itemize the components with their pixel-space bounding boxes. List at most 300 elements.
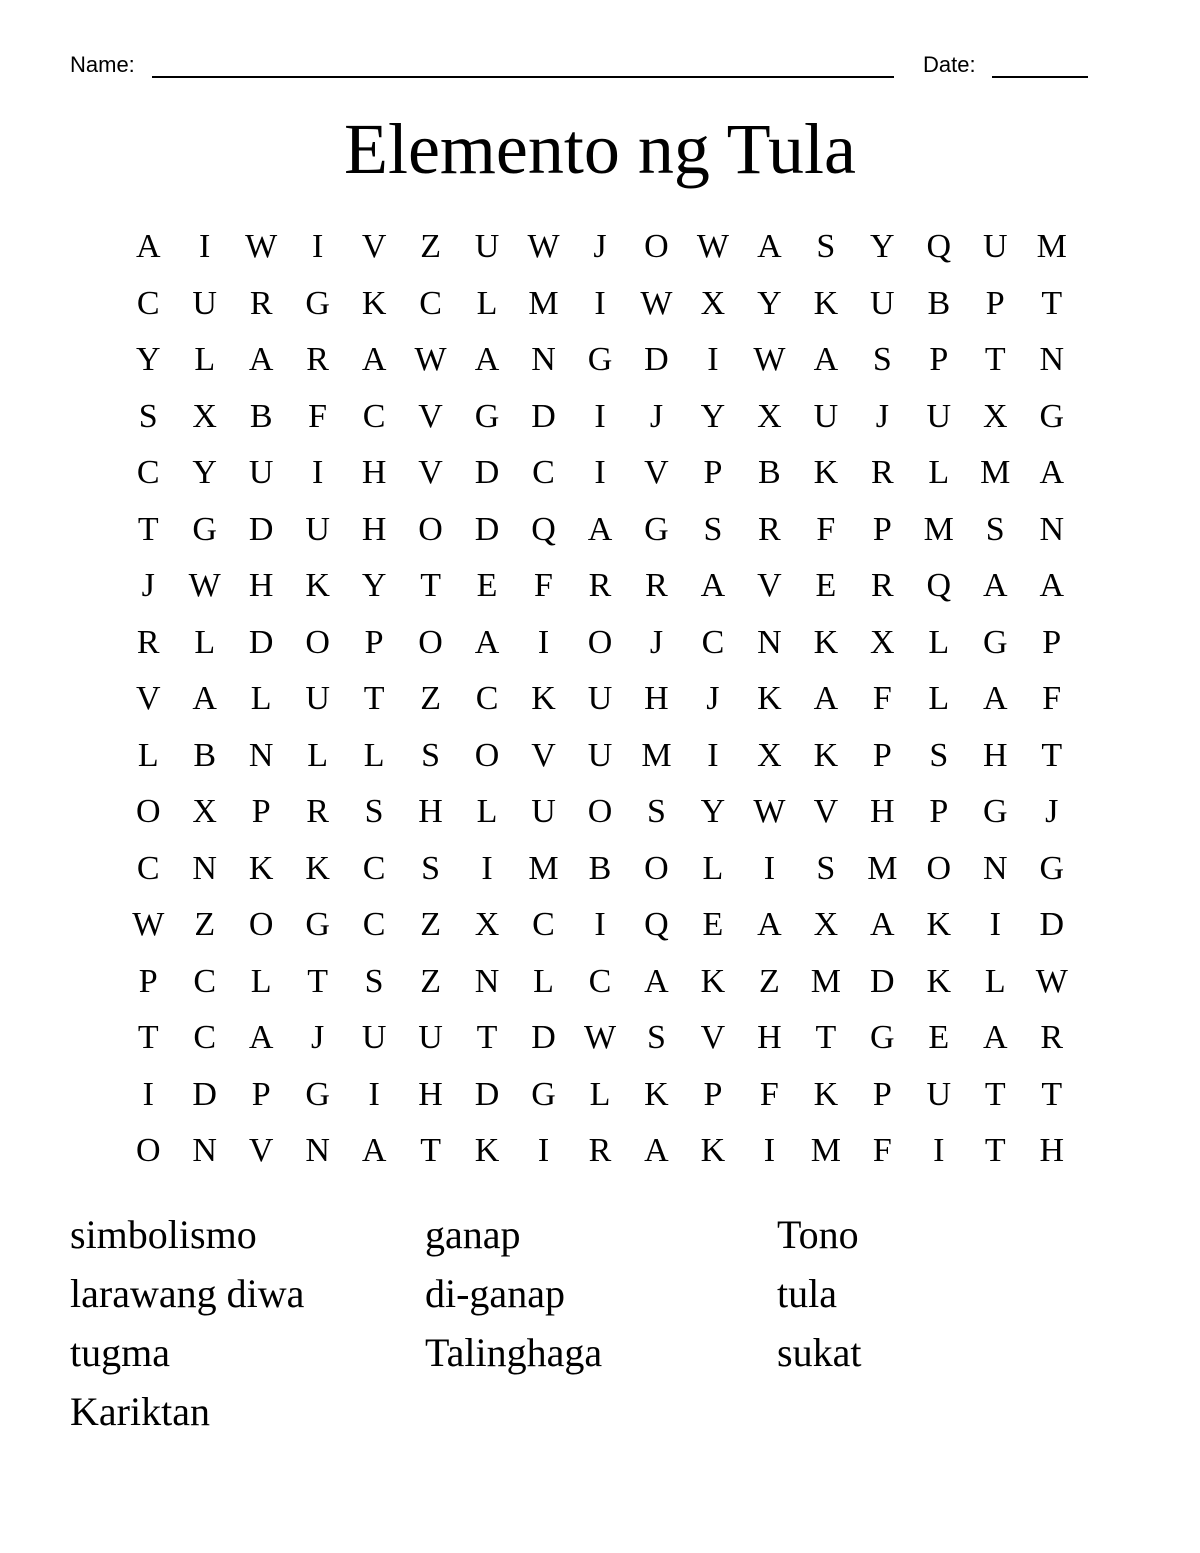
- grid-cell[interactable]: G: [644, 510, 669, 548]
- grid-cell[interactable]: A: [192, 680, 217, 718]
- grid-cell[interactable]: S: [364, 962, 384, 1000]
- grid-cell[interactable]: Y: [192, 454, 217, 492]
- grid-cell[interactable]: K: [531, 680, 556, 718]
- grid-cell[interactable]: G: [1039, 397, 1065, 435]
- grid-cell[interactable]: U: [870, 284, 895, 322]
- grid-cell[interactable]: B: [927, 284, 951, 322]
- grid-cell[interactable]: D: [870, 962, 895, 1000]
- grid-cell[interactable]: Y: [700, 793, 726, 831]
- grid-cell[interactable]: O: [248, 906, 274, 944]
- grid-cell[interactable]: N: [1039, 341, 1065, 379]
- grid-cell[interactable]: I: [763, 1132, 776, 1170]
- grid-cell[interactable]: A: [135, 228, 161, 266]
- grid-cell[interactable]: F: [308, 397, 328, 435]
- grid-cell[interactable]: C: [532, 454, 555, 492]
- grid-cell[interactable]: J: [706, 680, 720, 718]
- grid-cell[interactable]: I: [142, 1075, 154, 1113]
- grid-cell[interactable]: D: [248, 510, 274, 548]
- grid-cell[interactable]: U: [926, 1075, 952, 1113]
- grid-cell[interactable]: T: [984, 341, 1006, 379]
- grid-cell[interactable]: T: [420, 567, 441, 605]
- grid-cell[interactable]: L: [984, 962, 1006, 1000]
- grid-cell[interactable]: M: [923, 510, 954, 548]
- grid-cell[interactable]: Z: [420, 962, 441, 1000]
- word-list: [70, 1205, 1130, 1441]
- grid-cell[interactable]: N: [531, 341, 556, 379]
- word-list-item: Kariktan: [70, 1389, 210, 1434]
- grid-cell[interactable]: X: [813, 906, 839, 944]
- grid-cell[interactable]: K: [757, 680, 782, 718]
- grid-cell[interactable]: F: [759, 1075, 779, 1113]
- word-list-item: larawang diwa: [70, 1271, 305, 1316]
- grid-cell[interactable]: J: [141, 567, 155, 605]
- grid-cell[interactable]: O: [926, 849, 952, 887]
- grid-cell[interactable]: P: [872, 1075, 892, 1113]
- grid-cell[interactable]: U: [982, 228, 1008, 266]
- grid-cell[interactable]: R: [306, 793, 329, 831]
- date-field-line[interactable]: [992, 76, 1088, 78]
- grid-cell[interactable]: G: [870, 1019, 895, 1057]
- grid-cell[interactable]: O: [135, 793, 161, 831]
- word-list-item: Tono: [777, 1212, 859, 1257]
- grid-cell[interactable]: K: [305, 849, 330, 887]
- grid-cell[interactable]: C: [193, 1019, 217, 1057]
- grid-cell[interactable]: G: [305, 284, 330, 322]
- grid-cell[interactable]: D: [644, 341, 669, 379]
- grid-cell[interactable]: H: [644, 680, 669, 718]
- grid-cell[interactable]: L: [928, 623, 950, 661]
- grid-cell[interactable]: Q: [926, 567, 952, 605]
- grid-cell[interactable]: A: [813, 680, 839, 718]
- grid-cell[interactable]: G: [1039, 849, 1065, 887]
- grid-cell[interactable]: K: [926, 962, 952, 1000]
- grid-cell[interactable]: A: [474, 341, 500, 379]
- grid-cell[interactable]: X: [982, 397, 1008, 435]
- grid-cell[interactable]: J: [875, 397, 889, 435]
- grid-cell[interactable]: Y: [361, 567, 387, 605]
- grid-cell[interactable]: V: [418, 454, 443, 492]
- grid-cell[interactable]: C: [136, 849, 160, 887]
- grid-cell[interactable]: H: [870, 793, 895, 831]
- grid-cell[interactable]: M: [641, 736, 672, 774]
- grid-cell[interactable]: U: [305, 510, 330, 548]
- grid-cell[interactable]: T: [137, 1019, 159, 1057]
- grid-cell[interactable]: Z: [420, 228, 441, 266]
- grid-cell[interactable]: P: [1042, 623, 1062, 661]
- grid-cell[interactable]: L: [250, 962, 272, 1000]
- grid-cell[interactable]: W: [640, 284, 673, 322]
- grid-cell[interactable]: O: [644, 849, 669, 887]
- grid-cell[interactable]: H: [361, 454, 387, 492]
- grid-cell[interactable]: U: [248, 454, 274, 492]
- grid-cell[interactable]: R: [870, 454, 894, 492]
- word-list-item: tula: [777, 1271, 837, 1316]
- grid-cell[interactable]: Y: [700, 397, 726, 435]
- grid-cell[interactable]: X: [192, 793, 217, 831]
- grid-cell[interactable]: D: [248, 623, 274, 661]
- grid-cell[interactable]: L: [476, 284, 498, 322]
- grid-cell[interactable]: H: [418, 1075, 443, 1113]
- grid-cell[interactable]: K: [700, 1132, 726, 1170]
- grid-cell[interactable]: O: [587, 623, 613, 661]
- grid-cell[interactable]: M: [810, 962, 841, 1000]
- grid-cell[interactable]: K: [248, 849, 274, 887]
- grid-cell[interactable]: H: [982, 736, 1008, 774]
- grid-cell[interactable]: R: [588, 567, 612, 605]
- grid-cell[interactable]: A: [982, 567, 1008, 605]
- grid-cell[interactable]: B: [758, 454, 781, 492]
- grid-cell[interactable]: L: [307, 736, 329, 774]
- grid-cell[interactable]: L: [363, 736, 385, 774]
- grid-cell[interactable]: F: [872, 680, 892, 718]
- grid-cell[interactable]: H: [361, 510, 387, 548]
- grid-cell[interactable]: S: [985, 510, 1005, 548]
- grid-cell[interactable]: P: [985, 284, 1005, 322]
- grid-cell[interactable]: L: [928, 454, 950, 492]
- grid-cell[interactable]: I: [481, 849, 493, 887]
- grid-cell[interactable]: U: [813, 397, 839, 435]
- grid-cell[interactable]: N: [474, 962, 500, 1000]
- grid-cell[interactable]: U: [361, 1019, 387, 1057]
- grid-cell[interactable]: C: [193, 962, 217, 1000]
- grid-cell[interactable]: B: [193, 736, 217, 774]
- grid-cell[interactable]: Z: [194, 906, 216, 944]
- grid-cell[interactable]: S: [646, 793, 666, 831]
- name-label: Name:: [70, 52, 135, 77]
- grid-cell[interactable]: O: [644, 228, 669, 266]
- grid-cell[interactable]: D: [474, 510, 500, 548]
- grid-cell[interactable]: E: [476, 567, 498, 605]
- grid-cell[interactable]: B: [588, 849, 612, 887]
- grid-cell[interactable]: V: [644, 454, 669, 492]
- grid-cell[interactable]: C: [419, 284, 442, 322]
- grid-cell[interactable]: X: [192, 397, 217, 435]
- grid-cell[interactable]: W: [414, 341, 447, 379]
- grid-cell[interactable]: W: [583, 1019, 617, 1057]
- grid-cell[interactable]: S: [929, 736, 949, 774]
- grid-cell[interactable]: A: [474, 623, 500, 661]
- grid-cell[interactable]: N: [192, 849, 217, 887]
- grid-cell[interactable]: T: [420, 1132, 441, 1170]
- grid-cell[interactable]: J: [593, 228, 607, 266]
- grid-cell[interactable]: S: [816, 849, 836, 887]
- grid-cell[interactable]: Z: [420, 680, 441, 718]
- grid-cell[interactable]: A: [644, 962, 669, 1000]
- grid-cell[interactable]: I: [594, 397, 606, 435]
- grid-cell[interactable]: X: [757, 397, 782, 435]
- grid-cell[interactable]: X: [870, 623, 895, 661]
- grid-cell[interactable]: F: [816, 510, 836, 548]
- grid-cell[interactable]: J: [311, 1019, 325, 1057]
- grid-cell[interactable]: S: [364, 793, 384, 831]
- grid-cell[interactable]: I: [763, 849, 776, 887]
- grid-cell[interactable]: C: [362, 849, 386, 887]
- grid-cell[interactable]: S: [138, 397, 158, 435]
- grid-cell[interactable]: D: [531, 1019, 556, 1057]
- grid-cell[interactable]: A: [1039, 567, 1065, 605]
- grid-cell[interactable]: Z: [420, 906, 441, 944]
- grid-cell[interactable]: K: [700, 962, 726, 1000]
- grid-cell[interactable]: Q: [926, 228, 952, 266]
- grid-cell[interactable]: N: [982, 849, 1008, 887]
- grid-cell[interactable]: R: [870, 567, 894, 605]
- grid-cell[interactable]: K: [813, 736, 839, 774]
- grid-cell[interactable]: A: [361, 1132, 387, 1170]
- grid-cell[interactable]: A: [813, 341, 839, 379]
- grid-cell[interactable]: F: [1042, 680, 1062, 718]
- grid-cell[interactable]: S: [646, 1019, 666, 1057]
- grid-cell[interactable]: M: [528, 849, 559, 887]
- grid-cell[interactable]: U: [587, 736, 613, 774]
- grid-cell[interactable]: R: [645, 567, 668, 605]
- grid-cell[interactable]: S: [421, 736, 441, 774]
- grid-cell[interactable]: J: [1045, 793, 1059, 831]
- grid-cell[interactable]: G: [305, 906, 330, 944]
- grid-cell[interactable]: F: [534, 567, 553, 605]
- grid-cell[interactable]: Z: [759, 962, 780, 1000]
- grid-cell[interactable]: D: [531, 397, 556, 435]
- grid-cell[interactable]: S: [872, 341, 892, 379]
- grid-cell[interactable]: W: [188, 567, 221, 605]
- grid-cell[interactable]: P: [703, 454, 723, 492]
- grid-cell[interactable]: O: [587, 793, 613, 831]
- grid-cell[interactable]: O: [474, 736, 500, 774]
- grid-cell[interactable]: R: [249, 284, 273, 322]
- grid-cell[interactable]: C: [532, 906, 555, 944]
- grid-cell[interactable]: W: [245, 228, 278, 266]
- grid-cell[interactable]: R: [306, 341, 329, 379]
- grid-cell[interactable]: T: [984, 1132, 1006, 1170]
- grid-cell[interactable]: H: [418, 793, 443, 831]
- grid-cell[interactable]: L: [476, 793, 498, 831]
- grid-cell[interactable]: C: [475, 680, 499, 718]
- grid-cell[interactable]: P: [251, 793, 271, 831]
- grid-cell[interactable]: I: [594, 284, 606, 322]
- grid-cell[interactable]: W: [527, 228, 560, 266]
- grid-cell[interactable]: G: [474, 397, 500, 435]
- grid-cell[interactable]: T: [815, 1019, 837, 1057]
- grid-cell[interactable]: J: [649, 623, 664, 661]
- grid-cell[interactable]: C: [136, 284, 160, 322]
- grid-cell[interactable]: M: [980, 454, 1011, 492]
- grid-cell[interactable]: V: [757, 567, 782, 605]
- grid-cell[interactable]: A: [757, 906, 782, 944]
- grid-cell[interactable]: L: [928, 680, 950, 718]
- grid-cell[interactable]: P: [251, 1075, 271, 1113]
- grid-cell[interactable]: L: [137, 736, 159, 774]
- grid-cell[interactable]: V: [248, 1132, 274, 1170]
- grid-cell[interactable]: J: [649, 397, 664, 435]
- grid-cell[interactable]: A: [248, 1019, 274, 1057]
- grid-cell[interactable]: L: [250, 680, 272, 718]
- grid-cell[interactable]: T: [1041, 1075, 1063, 1113]
- grid-cell[interactable]: R: [136, 623, 160, 661]
- grid-cell[interactable]: T: [476, 1019, 498, 1057]
- grid-cell[interactable]: T: [137, 510, 159, 548]
- grid-cell[interactable]: Y: [870, 228, 895, 266]
- grid-cell[interactable]: A: [982, 1019, 1008, 1057]
- grid-cell[interactable]: P: [364, 623, 384, 661]
- grid-cell[interactable]: G: [531, 1075, 556, 1113]
- grid-cell[interactable]: C: [588, 962, 612, 1000]
- grid-cell[interactable]: I: [311, 454, 324, 492]
- grid-cell[interactable]: I: [199, 228, 211, 266]
- grid-cell[interactable]: M: [528, 284, 559, 322]
- grid-cell[interactable]: A: [870, 906, 895, 944]
- grid-cell[interactable]: A: [644, 1132, 669, 1170]
- grid-cell[interactable]: D: [474, 1075, 500, 1113]
- grid-cell[interactable]: X: [757, 736, 782, 774]
- grid-cell[interactable]: I: [368, 1075, 380, 1113]
- grid-cell[interactable]: U: [474, 228, 500, 266]
- grid-cell[interactable]: X: [700, 284, 726, 322]
- grid-cell[interactable]: R: [1040, 1019, 1064, 1057]
- grid-cell[interactable]: I: [594, 454, 606, 492]
- word-list-item: sukat: [777, 1330, 862, 1375]
- grid-cell[interactable]: P: [929, 793, 949, 831]
- grid-cell[interactable]: V: [531, 736, 556, 774]
- grid-cell[interactable]: I: [594, 906, 606, 944]
- grid-cell[interactable]: H: [757, 1019, 782, 1057]
- grid-cell[interactable]: I: [537, 1132, 550, 1170]
- grid-cell[interactable]: S: [703, 510, 723, 548]
- grid-cell[interactable]: X: [474, 906, 500, 944]
- grid-cell[interactable]: L: [194, 341, 216, 379]
- grid-cell[interactable]: V: [700, 1019, 726, 1057]
- grid-cell[interactable]: Q: [531, 510, 556, 548]
- grid-cell[interactable]: A: [361, 341, 387, 379]
- grid-cell[interactable]: C: [136, 454, 160, 492]
- grid-cell[interactable]: N: [248, 736, 274, 774]
- grid-cell[interactable]: A: [1039, 454, 1065, 492]
- grid-cell[interactable]: F: [872, 1132, 892, 1170]
- grid-cell[interactable]: C: [701, 623, 725, 661]
- grid-cell[interactable]: U: [418, 1019, 443, 1057]
- grid-cell[interactable]: K: [474, 1132, 500, 1170]
- grid-cell[interactable]: C: [362, 397, 386, 435]
- word-list-item: tugma: [70, 1330, 170, 1375]
- grid-cell[interactable]: D: [474, 454, 500, 492]
- grid-cell[interactable]: N: [305, 1132, 330, 1170]
- grid-cell[interactable]: B: [249, 397, 273, 435]
- grid-cell[interactable]: K: [813, 454, 839, 492]
- grid-cell[interactable]: V: [361, 228, 387, 266]
- grid-cell[interactable]: T: [984, 1075, 1006, 1113]
- grid-cell[interactable]: M: [1036, 228, 1067, 266]
- grid-cell[interactable]: T: [1041, 736, 1063, 774]
- word-list-item: di-ganap: [425, 1271, 565, 1316]
- grid-cell[interactable]: Q: [644, 906, 669, 944]
- grid-cell[interactable]: D: [192, 1075, 217, 1113]
- grid-cell[interactable]: W: [753, 341, 786, 379]
- grid-cell[interactable]: O: [305, 623, 330, 661]
- grid-cell[interactable]: Y: [757, 284, 782, 322]
- grid-cell[interactable]: W: [753, 793, 786, 831]
- grid-cell[interactable]: K: [813, 623, 839, 661]
- grid-cell[interactable]: I: [707, 736, 719, 774]
- grid-cell[interactable]: A: [982, 680, 1008, 718]
- grid-cell[interactable]: W: [696, 228, 729, 266]
- grid-cell[interactable]: V: [418, 397, 443, 435]
- grid-cell[interactable]: A: [587, 510, 613, 548]
- grid-cell[interactable]: P: [703, 1075, 723, 1113]
- grid-cell[interactable]: I: [537, 623, 550, 661]
- grid-cell[interactable]: E: [815, 567, 837, 605]
- grid-cell[interactable]: K: [926, 906, 952, 944]
- grid-cell[interactable]: V: [813, 793, 839, 831]
- grid-cell[interactable]: U: [587, 680, 613, 718]
- grid-cell[interactable]: M: [867, 849, 898, 887]
- grid-cell[interactable]: U: [531, 793, 556, 831]
- grid-cell[interactable]: K: [361, 284, 387, 322]
- grid-cell[interactable]: R: [588, 1132, 612, 1170]
- grid-cell[interactable]: U: [305, 680, 330, 718]
- grid-cell[interactable]: E: [702, 906, 724, 944]
- grid-cell[interactable]: P: [929, 341, 949, 379]
- grid-cell[interactable]: V: [135, 680, 161, 718]
- grid-cell[interactable]: P: [138, 962, 158, 1000]
- name-field-line[interactable]: [152, 76, 894, 78]
- grid-cell[interactable]: N: [192, 1132, 217, 1170]
- grid-cell[interactable]: T: [307, 962, 329, 1000]
- grid-cell[interactable]: K: [813, 284, 839, 322]
- grid-cell[interactable]: K: [644, 1075, 669, 1113]
- grid-cell[interactable]: O: [418, 510, 443, 548]
- grid-cell[interactable]: O: [418, 623, 443, 661]
- grid-cell[interactable]: U: [192, 284, 217, 322]
- grid-cell[interactable]: T: [363, 680, 385, 718]
- grid-cell[interactable]: G: [587, 341, 613, 379]
- grid-cell[interactable]: W: [1035, 962, 1068, 1000]
- grid-cell[interactable]: A: [700, 567, 726, 605]
- grid-cell[interactable]: H: [1039, 1132, 1065, 1170]
- grid-cell[interactable]: P: [872, 736, 892, 774]
- grid-cell[interactable]: G: [982, 623, 1008, 661]
- grid-cell[interactable]: S: [421, 849, 441, 887]
- grid-cell[interactable]: T: [1041, 284, 1063, 322]
- grid-cell[interactable]: G: [982, 793, 1008, 831]
- grid-cell[interactable]: G: [305, 1075, 330, 1113]
- grid-cell[interactable]: M: [810, 1132, 841, 1170]
- grid-cell[interactable]: I: [989, 906, 1001, 944]
- grid-cell[interactable]: U: [926, 397, 952, 435]
- grid-cell[interactable]: S: [816, 228, 836, 266]
- grid-cell[interactable]: N: [757, 623, 782, 661]
- grid-cell[interactable]: L: [533, 962, 554, 1000]
- grid-cell[interactable]: C: [362, 906, 386, 944]
- grid-cell[interactable]: I: [707, 341, 719, 379]
- grid-cell[interactable]: N: [1039, 510, 1065, 548]
- grid-cell[interactable]: P: [872, 510, 892, 548]
- grid-cell[interactable]: G: [192, 510, 217, 548]
- grid-cell[interactable]: Y: [135, 341, 161, 379]
- grid-cell[interactable]: L: [702, 849, 724, 887]
- grid-cell[interactable]: E: [928, 1019, 950, 1057]
- grid-cell[interactable]: W: [132, 906, 165, 944]
- grid-cell[interactable]: K: [813, 1075, 839, 1113]
- grid-cell[interactable]: I: [311, 228, 324, 266]
- grid-cell[interactable]: L: [589, 1075, 611, 1113]
- grid-cell[interactable]: R: [758, 510, 781, 548]
- grid-cell[interactable]: L: [194, 623, 216, 661]
- grid-cell[interactable]: I: [933, 1132, 945, 1170]
- grid-cell[interactable]: H: [248, 567, 274, 605]
- grid-cell[interactable]: A: [248, 341, 274, 379]
- grid-cell[interactable]: O: [135, 1132, 161, 1170]
- grid-cell[interactable]: D: [1039, 906, 1065, 944]
- grid-cell[interactable]: A: [757, 228, 782, 266]
- grid-cell[interactable]: K: [305, 567, 330, 605]
